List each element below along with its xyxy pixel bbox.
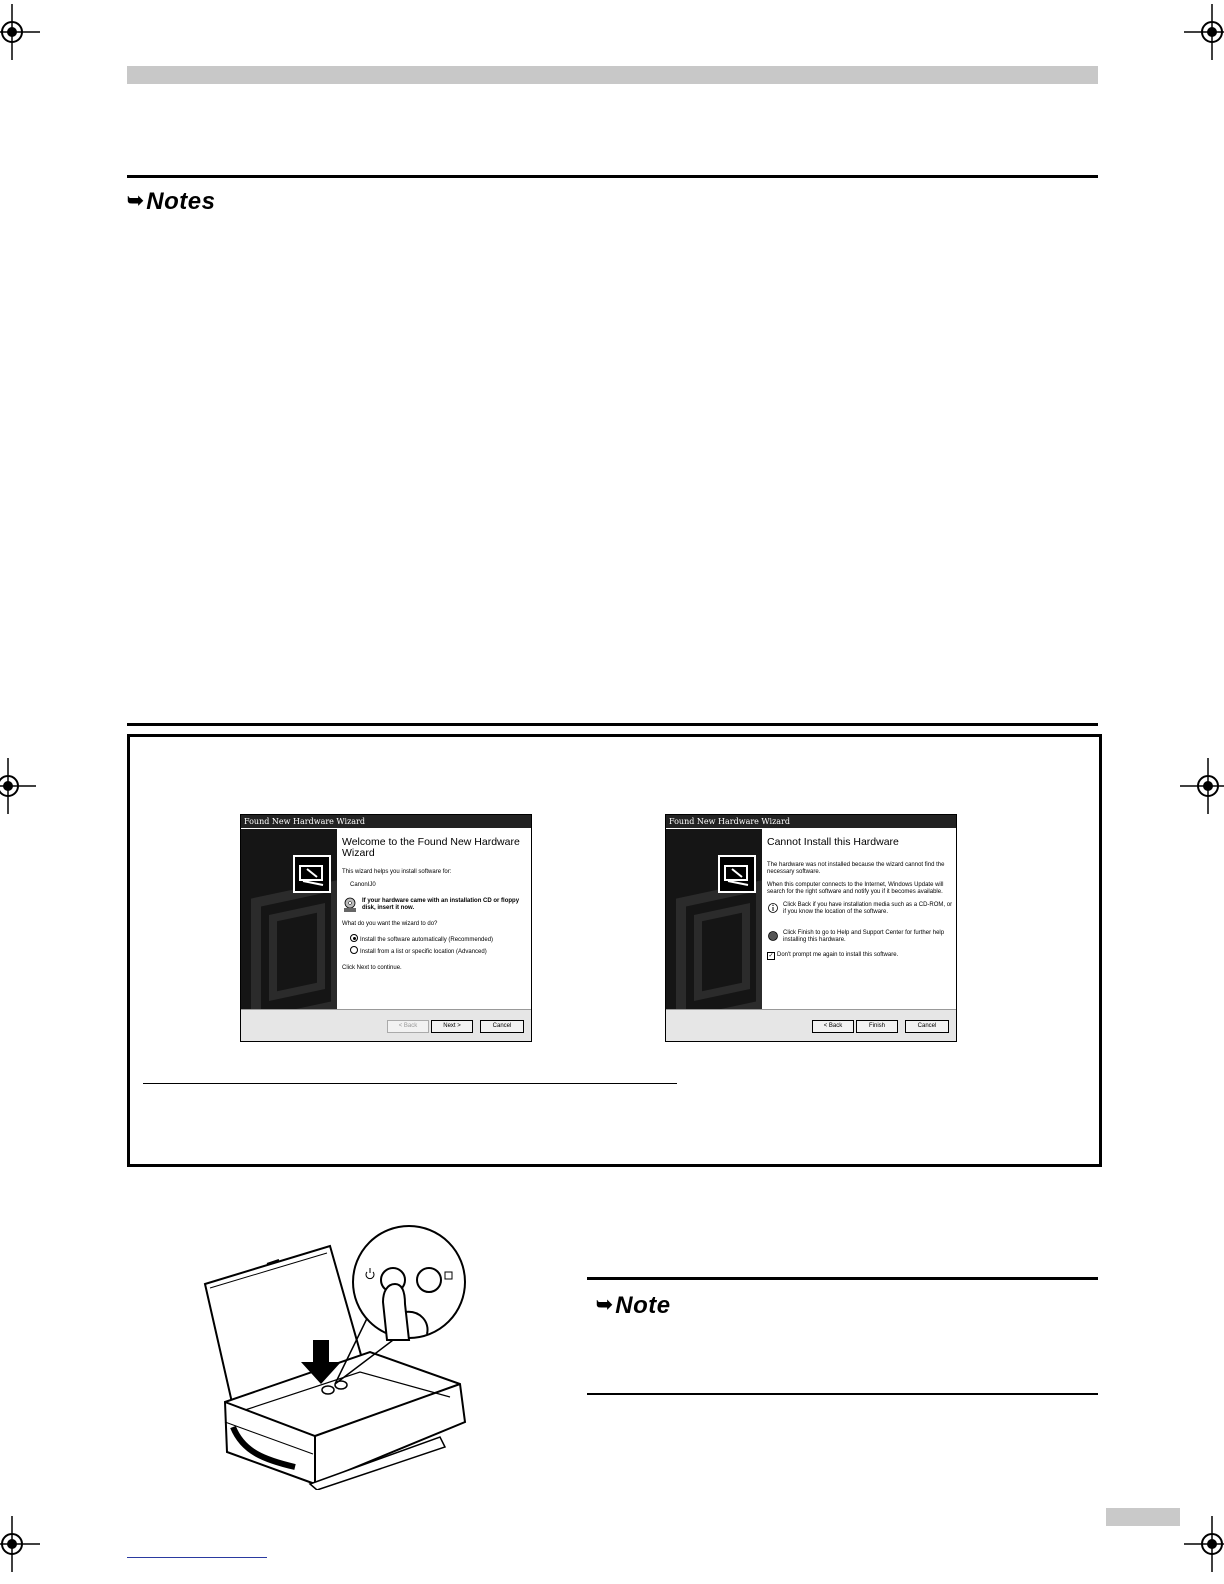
next-button[interactable]: Next > (431, 1020, 473, 1033)
registration-mark-bottom-left (0, 1516, 40, 1572)
dialog-line-3: Click Back if you have installation media such as a CD-ROM, or if you know the location of the software. (783, 902, 953, 915)
notes-heading (127, 188, 215, 216)
notes-top-rule (127, 175, 1098, 178)
dialog-heading: Welcome to the Found New Hardware Wizard (342, 836, 520, 859)
registration-mark-mid-right (1180, 758, 1224, 814)
checkbox-label: Don't prompt me again to install this software. (777, 952, 899, 958)
header-band (127, 66, 1098, 84)
figure-divider (143, 1083, 677, 1084)
registration-mark-top-right (1184, 4, 1224, 60)
radio-selected-icon[interactable] (350, 934, 358, 942)
dialog-title: Found New Hardware Wizard (666, 815, 956, 828)
option-list[interactable] (350, 946, 528, 956)
cd-icon (342, 897, 358, 913)
cancel-button[interactable]: Cancel (905, 1020, 949, 1033)
printer-power-button-illustration (195, 1222, 495, 1490)
dialog-line-2: When this computer connects to the Internet, Windows Update will search for the right software and notify you if it becomes available. (767, 882, 944, 895)
checkbox-checked-icon[interactable]: ✓ (768, 953, 774, 959)
note-heading (596, 1292, 671, 1320)
dialog-intro: This wizard helps you install software for: (342, 869, 452, 875)
cancel-button[interactable]: Cancel (480, 1020, 524, 1033)
dont-prompt-checkbox[interactable] (767, 952, 953, 960)
note-heading-text: Note (615, 1292, 671, 1319)
radio-icon[interactable] (350, 946, 358, 954)
wizard-side-panel (241, 829, 337, 1009)
dialog-line-1: The hardware was not installed because the wizard cannot find the necessary software. (767, 862, 945, 875)
found-new-hardware-welcome-dialog (240, 814, 532, 1042)
registration-mark-mid-left (0, 758, 36, 814)
page-number-tab (1106, 1508, 1180, 1526)
wizard-question: What do you want the wizard to do? (342, 921, 438, 927)
device-name: CanonIJ0 (350, 882, 376, 888)
note-top-rule (587, 1277, 1098, 1280)
finish-button[interactable]: Finish (856, 1020, 898, 1033)
info-icon (767, 902, 779, 914)
hardware-wizard-icon (293, 855, 331, 893)
help-icon (767, 930, 779, 942)
option-list-label: Install from a list or specific location (Advanced) (360, 949, 487, 955)
registration-mark-top-left (0, 4, 40, 60)
cd-prompt: If your hardware came with an installation CD or floppy disk, insert it now. (362, 898, 520, 911)
note-bottom-rule (587, 1393, 1098, 1395)
wizard-side-panel (666, 829, 762, 1009)
note-arrow-icon: ➥ (596, 1294, 614, 1316)
back-button[interactable]: < Back (387, 1020, 429, 1033)
notes-bottom-rule (127, 723, 1098, 726)
option-auto-label: Install the software automatically (Recommended) (360, 937, 494, 943)
registration-mark-bottom-right (1184, 1516, 1224, 1572)
note-arrow-icon: ➥ (127, 190, 145, 212)
continue-text: Click Next to continue. (342, 965, 402, 971)
notes-heading-text: Notes (146, 188, 216, 215)
dialog-line-4: Click Finish to go to Help and Support Center for further help installing this hardware. (783, 930, 945, 943)
cannot-install-hardware-dialog (665, 814, 957, 1042)
back-button[interactable]: < Back (812, 1020, 854, 1033)
dialog-heading: Cannot Install this Hardware (767, 836, 899, 848)
dialog-title: Found New Hardware Wizard (241, 815, 531, 828)
option-auto[interactable] (350, 934, 528, 944)
hardware-wizard-icon (718, 855, 756, 893)
footer-link-underline (127, 1557, 267, 1558)
